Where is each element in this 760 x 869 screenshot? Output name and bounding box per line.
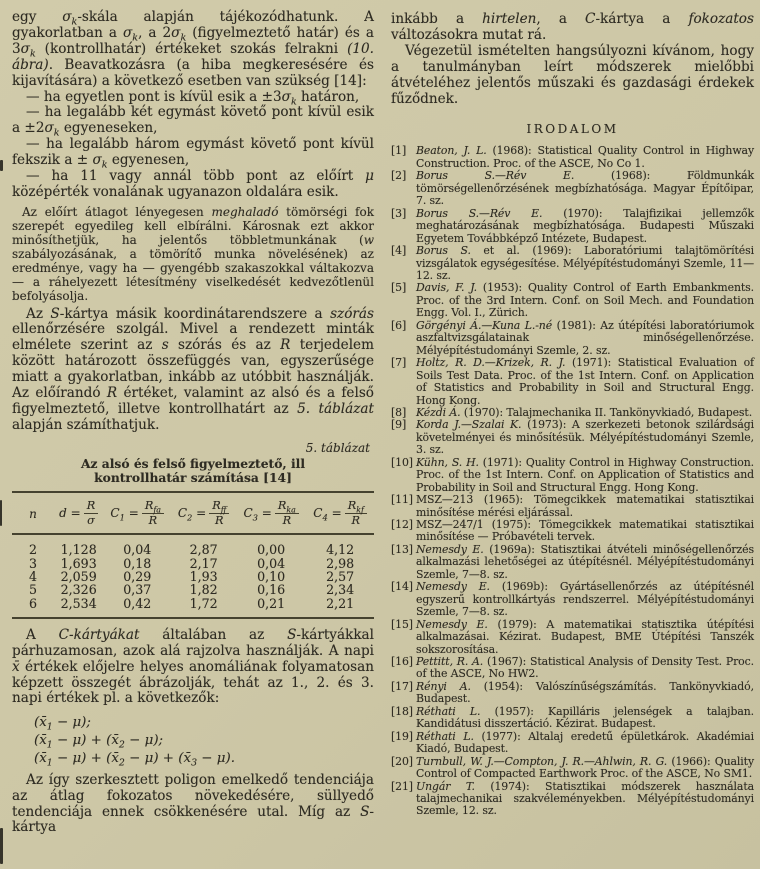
column-header-d: d = $\frac{R}{\sigma}$ — [54, 492, 103, 534]
reference-item: [9] Korda J.—Szalai K. (1973): A szerkezeti betonok szilárdsági követelményei és minősítésük. Mélyépítéstudományi Szemle, 3. sz. — [391, 418, 754, 457]
reference-number: [10] — [391, 455, 413, 469]
table-header-row — [12, 492, 374, 534]
column-header-c1: $C_1$ = $\frac{R_{fa}}{R}$ — [103, 492, 171, 534]
table-cell: 3 — [28, 555, 37, 571]
table-cell: 4,12 — [326, 542, 355, 558]
table-cell: 1,82 — [189, 582, 218, 598]
table-cell: 0,10 — [257, 568, 286, 584]
fraction: $\frac{R_{ka}}{R}$ — [275, 500, 299, 527]
reference-number: [4] — [391, 244, 407, 258]
reference-number: [16] — [391, 655, 413, 669]
paragraph-continuation: inkább a hirtelen, a C-kártya a fokozatos változásokra mutat rá. — [391, 11, 754, 43]
column-header-n: n — [12, 492, 54, 534]
table-cell: 2,57 — [326, 568, 355, 584]
reference-item: [6] Görgényi Á.—Kuna L.-né (1981): Az útépítési laboratóriumok aszfaltvizsgálatainak minőségellenőrzése. Mélyépítéstudományi Szemle, 2. sz. — [391, 318, 754, 357]
column-header-c3: $C_3$ = $\frac{R_{ka}}{R}$ — [236, 492, 306, 534]
fraction: $\frac{R_{ff}}{R}$ — [209, 500, 229, 527]
reference-item: [7] Holtz, R. D.—Krizek, R. J. (1971): Statistical Evaluation of Soils Test Data. Proc. of the 1st Intern. Conf. on Application of Statistics and Probability in Soil and Structural Engg. Hong Kong. — [391, 356, 754, 407]
references-list — [391, 145, 754, 817]
reference-item: [2] Borus S.—Rév E. (1968): Földmunkák tömörségellenőrzésének megbízhatósága. Magyar Építőipar, 7. sz. — [391, 169, 754, 208]
table-cell: 2 — [28, 542, 37, 558]
left-column — [12, 10, 374, 869]
reference-number: [21] — [391, 779, 413, 793]
table-cell: 0,21 — [257, 595, 286, 611]
reference-number: [14] — [391, 580, 413, 594]
formula-line: $(x̄_1 - \mu)$ + $(x̄_2 - \mu)$ + $(x̄_3 - \mu)$. — [34, 750, 235, 769]
paragraph-c-chart: A C-kártyákat általában az S-kártyákkal párhuzamosan, azok alá rajzolva használják. A napi x̄ értékek előjelre helyes anomáliának folyamatosan képzett összegét ábrázolják, tehát az 1., 2. és 3. napi értékek pl. a következők: — [12, 626, 375, 707]
dash-list-item: — ha 11 vagy annál több pont az előírt μ középérték vonalának ugyanazon oldalára esik. — [12, 168, 374, 200]
reference-number: [5] — [391, 281, 407, 295]
control-limits-table — [12, 491, 374, 619]
column-header-c4: $C_4$ = $\frac{R_{kf}}{R}$ — [306, 492, 374, 534]
table-row — [12, 570, 374, 583]
table-cell: 6 — [28, 595, 37, 611]
dash-list-item: — ha egyetlen pont is kívül esik $a \pm 3\sigma_k$ határon, — [26, 88, 360, 108]
table-cell: 0,00 — [257, 542, 286, 558]
fraction: $\frac{R_{fa}}{R}$ — [142, 500, 164, 527]
reference-item: [17] Rényi A. (1954): Valószínűségszámítás. Tankönyvkiadó, Budapest. — [391, 679, 754, 706]
right-column — [391, 10, 754, 869]
table-cell: 2,17 — [189, 555, 218, 571]
table-cell: 5 — [28, 582, 37, 598]
reference-number: [11] — [391, 493, 413, 507]
table-cell: 2,326 — [60, 582, 97, 598]
table-cell: 2,534 — [60, 595, 97, 611]
formula-block — [34, 714, 374, 767]
table-cell: 1,128 — [60, 542, 97, 558]
table-cell: 2,98 — [326, 555, 355, 571]
reference-number: [19] — [391, 729, 413, 743]
table-cell: 0,04 — [123, 542, 152, 558]
reference-number: [1] — [391, 144, 407, 158]
reference-number: [7] — [391, 356, 407, 370]
reference-number: [8] — [391, 405, 407, 419]
reference-number: [6] — [391, 318, 407, 332]
table-cell: 1,93 — [189, 568, 218, 584]
reference-item: [18] Réthati L. (1957): Kapilláris jelenségek a talajban. Kandidátusi disszertáció. Kézirat. Budapest. — [391, 704, 754, 731]
reference-item: [11] MSZ—213 (1965): Tömegcikkek matematikai statisztikai minősítése mérési eljárással. — [391, 493, 754, 519]
table-row — [12, 557, 374, 570]
reference-number: [20] — [391, 754, 413, 768]
table-cell: 0,16 — [257, 582, 286, 598]
reference-number: [15] — [391, 617, 413, 631]
limits-table-body — [12, 534, 374, 617]
table-cell: 4 — [28, 568, 37, 584]
paragraph-closing: Végezetül ismételten hangsúlyozni kívánom, hogy a tanulmányban leírt módszerek mielőbbi átvételéhez jelentős műszaki és gazdasági érdekek fűződnek. — [391, 42, 754, 107]
reference-item: [15] Nemesdy E. (1979): A matematikai statisztika útépítési alkalmazásai. Kézirat. Budapest, BME Útépítési Tanszék sokszorosítása. — [391, 617, 754, 656]
fine-print-paragraph: Az előírt átlagot lényegesen meghaladó tömörségi fok szerepét egyedileg kell elbírálni. Károsnak ezt akkor minősíthetjük, ha jelentős többletmunkának (w szabályozásának, a tömörítő munka növelésének) az eredménye, vagy ha — gyengébb szakaszokkal váltakozva — a ráhelyezett létesítmény viselkedését kedvezőtlenül befolyásolja. — [12, 204, 374, 304]
table-title: Az alsó és felső figyelmeztető, ill kontrollhatár számítása [14] — [80, 455, 306, 486]
reference-number: [3] — [391, 206, 407, 220]
dash-list-item: — ha legalább három egymást követő pont kívül fekszik $a \pm \sigma_k$ egyenesen, — [12, 136, 374, 171]
reference-number: [17] — [391, 679, 413, 693]
reference-item: [10] Kühn, S. H. (1971): Quality Control in Highway Construction. Proc. of the 1st Intern. Conf. on Application of Statistics and Probability in Soil and Structural Engg. Hong Kong. — [391, 455, 754, 494]
table-cell: 0,42 — [123, 595, 152, 611]
reference-item: [4] Borus S. et al. (1969): Laboratóriumi talajtömörítési vizsgálatok egységesítése. Mélyépítéstudományi Szemle, 11—12. sz. — [391, 244, 754, 282]
reference-number: [18] — [391, 704, 413, 718]
table-row — [12, 583, 374, 596]
table-cell: 0,04 — [257, 555, 286, 571]
table-cell: 0,18 — [123, 555, 152, 571]
table-cell: 2,21 — [326, 595, 355, 611]
reference-number: [9] — [391, 418, 407, 432]
reference-item: [1] Beaton, J. L. (1968): Statistical Quality Control in Highway Construction. Proc. of the ASCE, No Co 1. — [391, 144, 754, 170]
table-cell: 1,693 — [60, 555, 97, 571]
dash-list-item: — ha legalább két egymást követő pont kívül esik $a \pm 2\sigma_k$ egyeneseken, — [12, 104, 374, 140]
references-heading: IRODALOM — [526, 122, 619, 137]
reference-item: [19] Réthati L. (1977): Altalaj eredetű épületkárok. Akadémiai Kiadó, Budapest. — [391, 729, 754, 756]
table-row — [12, 534, 374, 556]
reference-item: [21] Ungár T. (1974): Statisztikai módszerek használata talajmechanikai szakvéleményekben. Mélyépítéstudományi Szemle, 12. sz. — [391, 779, 754, 818]
reference-item: [12] MSZ—247/1 (1975): Tömegcikkek matematikai statisztikai minősítése — Próbavételi tervek. — [391, 518, 754, 544]
table-cell: 2,34 — [326, 582, 355, 598]
table-row — [12, 597, 374, 618]
reference-number: [2] — [391, 169, 407, 183]
reference-item: [20] Turnbull, W. J.—Compton, J. R.—Ahlwin, R. G. (1966): Quality Control of Compacted Earthwork Proc. of the ASCE, No SM1. — [391, 754, 754, 781]
column-header-c2: $C_2$ = $\frac{R_{ff}}{R}$ — [171, 492, 236, 534]
reference-item: [16] Pettitt, R. A. (1967): Statistical Analysis of Density Test. Proc. of the ASCE, No HW2. — [391, 655, 754, 681]
table-cell: 0,29 — [123, 568, 152, 584]
reference-number: [12] — [391, 518, 413, 532]
paragraph-s-chart: Az S-kártya másik koordinátarendszere a szórás ellenőrzésére szolgál. Mivel a rendezett minták elmélete szerint az s szórás és az R terjedelem között határozott összefüggés van, egyszerűsége miatt a gyakorlatban, inkább az utóbbit használják. Az előírandó R értéket, valamint az alsó és a felső figyelmeztető, illetve kontrollhatárt az 5. táblázat alapján számíthatjuk. — [12, 305, 374, 433]
paragraph-polygon: Az így szerkesztett poligon emelkedő tendenciája az átlag fokozatos növekedésére, süllyedő tendenciája ennek csökkenésére utal. Míg az S-kártya — [12, 771, 374, 836]
table-cell: 1,72 — [189, 595, 218, 611]
paragraph-sigma-scale: egy $\sigma_k$-skála alapján tájékozódhatunk. A gyakorlatban a $\sigma_k$, a $2\sigma_k$ (figyelmeztető határ) és a $3\sigma_k$ (kontrollhatár) értékeket szokás felrakni (10. ábra). Beavatkozásra (a hiba megkeresésére és kijavítására) a következő esetben van szükség [14]: — [12, 9, 375, 89]
fraction: $\frac{R}{\sigma}$ — [84, 500, 99, 527]
scan-artifact — [0, 500, 2, 526]
reference-item: [3] Borus S.—Rév E. (1970): Talajfizikai jellemzők meghatározásának megbízhatósága. Budapesti Műszaki Egyetem Továbbképző Intézete, Budapest. — [391, 206, 754, 245]
reference-item: [5] Davis, F. J. (1953): Quality Control of Earth Embankments. Proc. of the 3rd Intern. Conf. on Soil Mech. and Foundation Engg. Vol. I., Zürich. — [391, 281, 754, 320]
table-number: 5. táblázat — [305, 440, 370, 455]
reference-item: [8] Kézdi Á. (1970): Talajmechanika II. Tankönyvkiadó, Budapest. — [391, 405, 753, 419]
table-cell: 2,059 — [60, 568, 97, 584]
reference-item: [13] Nemesdy E. (1969a): Statisztikai átvételi minőségellenőrzés alkalmazási lehetőségei az útépítésnél. Mélyépítéstudományi Szemle, 7—8. sz. — [391, 542, 754, 581]
table-cell: 0,37 — [123, 582, 152, 598]
scan-artifact — [0, 828, 3, 864]
scan-artifact — [0, 160, 3, 171]
table-cell: 2,87 — [189, 542, 218, 558]
formula-line: $(x̄_1 - \mu)$ + $(x̄_2 - \mu)$; — [34, 733, 164, 751]
reference-number: [13] — [391, 542, 413, 556]
fraction: $\frac{R_{kf}}{R}$ — [345, 500, 367, 527]
formula-line: $(x̄_1 - \mu)$; — [34, 715, 91, 734]
reference-item: [14] Nemesdy E. (1969b): Gyártásellenőrzés az útépítésnél egyszerű kontrollkártyás rendszerrel. Mélyépítéstudományi Szemle, 7—8. sz. — [391, 580, 754, 619]
